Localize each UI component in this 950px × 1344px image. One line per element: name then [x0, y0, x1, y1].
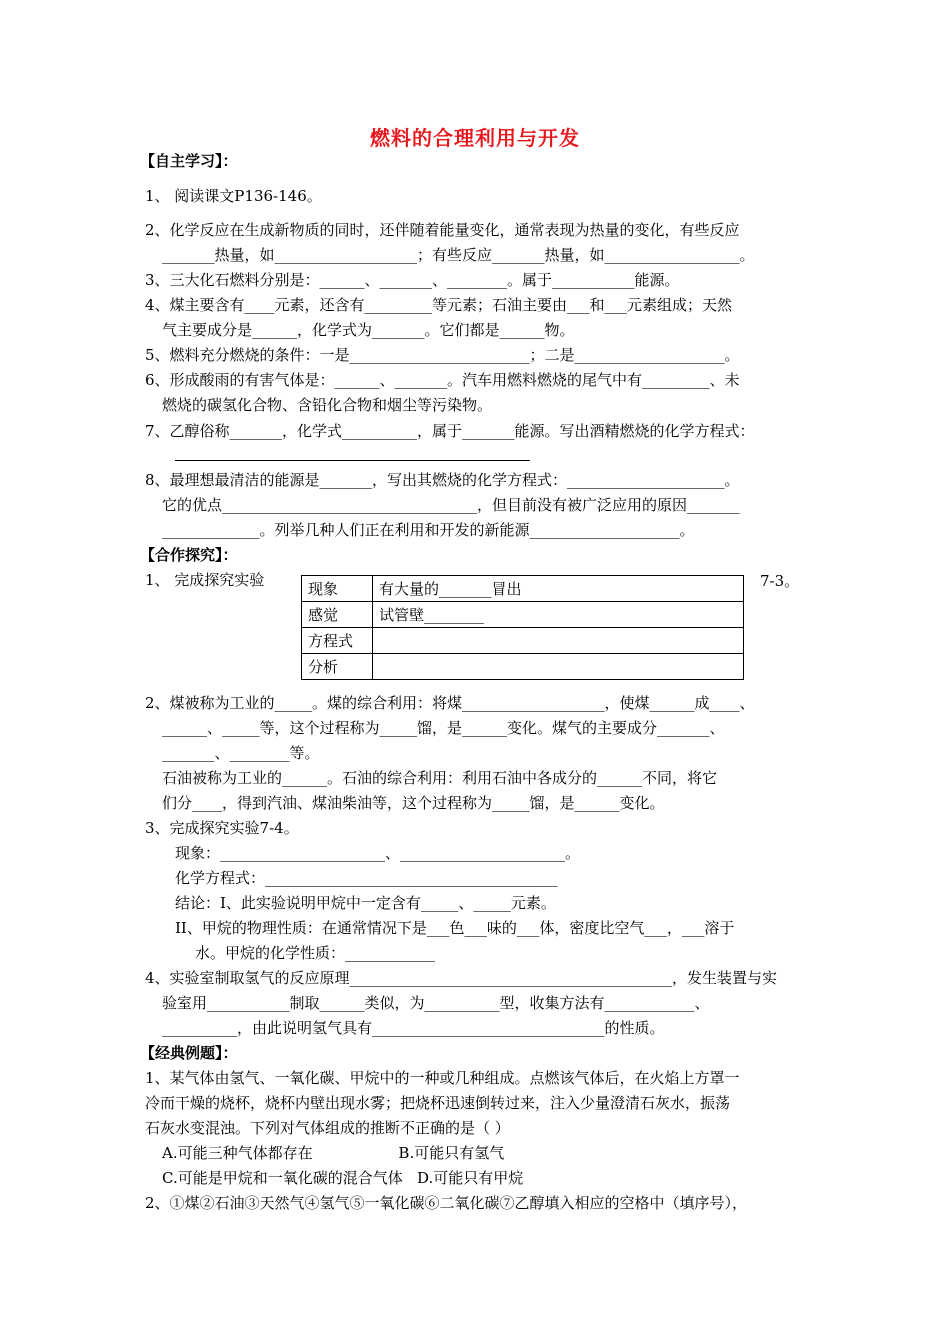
table-cell-label: 方程式	[302, 628, 373, 654]
section-self-study: 【自主学习】：	[140, 152, 238, 170]
line-s7: 7、乙醇俗称_______，化学式__________，属于_______能源。写出酒精燃烧的化学方程式：	[145, 422, 755, 440]
table-cell-label: 分析	[302, 654, 373, 680]
section-cooperate: 【合作探究】：	[140, 546, 238, 564]
table-cell-content	[373, 654, 744, 680]
line-c1: 1、 完成探究实验	[145, 571, 265, 589]
table-cell-label: 现象	[302, 576, 373, 602]
line-c3b: 化学方程式：_______________________________________	[175, 869, 558, 887]
line-c3d: II、甲烷的物理性质：在通常情况下是___色___味的___体，密度比空气___，___溶于	[175, 919, 735, 937]
line-s8b: 它的优点__________________________________，但目前没有被广泛应用的原因_______	[162, 496, 740, 514]
line-c2a: 2、煤被称为工业的_____。煤的综合利用：将煤___________________，使煤______成____、	[145, 694, 755, 712]
table-cell-content: 试管壁________	[373, 602, 744, 628]
line-e1e: C.可能是甲烷和一氧化碳的混合气体 D.可能只有甲烷	[162, 1169, 524, 1187]
experiment-table	[301, 575, 744, 680]
line-c1-side: 7-3。	[760, 572, 800, 590]
table-cell-content	[373, 628, 744, 654]
line-s2b: _______热量，如___________________；有些反应_______热量，如__________________。	[162, 246, 755, 264]
line-c3: 3、完成探究实验7-4。	[145, 819, 299, 837]
line-c2b: ______、_____等，这个过程称为_____馏，是______变化。煤气的主要成分_______、	[162, 719, 725, 737]
table-row	[302, 628, 744, 654]
line-e1a: 1、某气体由氢气、一氧化碳、甲烷中的一种或几种组成。点燃该气体后，在火焰上方罩一	[145, 1069, 740, 1087]
line-e1d: A.可能三种气体都存在 B.可能只有氢气	[162, 1144, 505, 1162]
line-s1: 1、 阅读课文P136-146。	[145, 187, 322, 205]
line-c3c: 结论：I、此实验说明甲烷中一定含有_____、_____元素。	[175, 894, 556, 912]
line-c4a: 4、实验室制取氢气的反应原理___________________________________________，发生装置与实	[145, 969, 778, 987]
table-row	[302, 602, 744, 628]
table-cell-label: 感觉	[302, 602, 373, 628]
line-s8a: 8、最理想最清洁的能源是_______，写出其燃烧的化学方程式：_____________________。	[145, 471, 740, 489]
line-s4a: 4、煤主要含有____元素，还含有_________等元素；石油主要由___和___元素组成；天然	[145, 296, 733, 314]
line-c2c: _______、________等。	[162, 744, 320, 762]
table-cell-content: 有大量的_______冒出	[373, 576, 744, 602]
line-s3: 3、三大化石燃料分别是：______、_______、________。属于___________能源。	[145, 271, 680, 289]
line-e1c: 石灰水变混浊。下列对气体组成的推断不正确的是（ ）	[145, 1119, 510, 1137]
line-c4c: __________，由此说明氢气具有_______________________________的性质。	[162, 1019, 665, 1037]
section-examples: 【经典例题】：	[140, 1044, 238, 1062]
line-s6a: 6、形成酸雨的有害气体是：______、_______。汽车用燃料燃烧的尾气中有_________、未	[145, 371, 740, 389]
line-c4b: 验室用___________制取______类似，为__________型，收集方法有____________、	[162, 994, 710, 1012]
page-title: 燃料的合理利用与开发	[370, 126, 580, 150]
line-s2a: 2、化学反应在生成新物质的同时，还伴随着能量变化，通常表现为热量的变化，有些反应	[145, 221, 740, 239]
line-c2e: 们分____，得到汽油、煤油柴油等，这个过程称为_____馏，是______变化。	[162, 794, 665, 812]
line-c2d: 石油被称为工业的______。石油的综合利用：利用石油中各成分的______不同，将它	[162, 769, 718, 787]
line-e2: 2、①煤②石油③天然气④氢气⑤一氧化碳⑥二氧化碳⑦乙醇填入相应的空格中（填序号），	[145, 1194, 748, 1212]
line-c3e: 水。甲烷的化学性质：____________	[195, 944, 436, 962]
table-row	[302, 654, 744, 680]
line-s8c: _____________。列举几种人们正在利用和开发的新能源____________________。	[162, 521, 695, 539]
answer-underline	[175, 460, 530, 461]
line-s4b: 气主要成分是______，化学式为_______。它们都是______物。	[162, 321, 575, 339]
line-s6b: 燃烧的碳氢化合物、含铅化合物和烟尘等污染物。	[162, 396, 493, 414]
line-s5: 5、燃料充分燃烧的条件：一是________________________；二是____________________。	[145, 346, 740, 364]
line-e1b: 冷而干燥的烧杯，烧杯内壁出现水雾；把烧杯迅速倒转过来，注入少量澄清石灰水，振荡	[145, 1094, 731, 1112]
table-row	[302, 576, 744, 602]
line-c3a: 现象：______________________、______________________。	[175, 844, 581, 862]
